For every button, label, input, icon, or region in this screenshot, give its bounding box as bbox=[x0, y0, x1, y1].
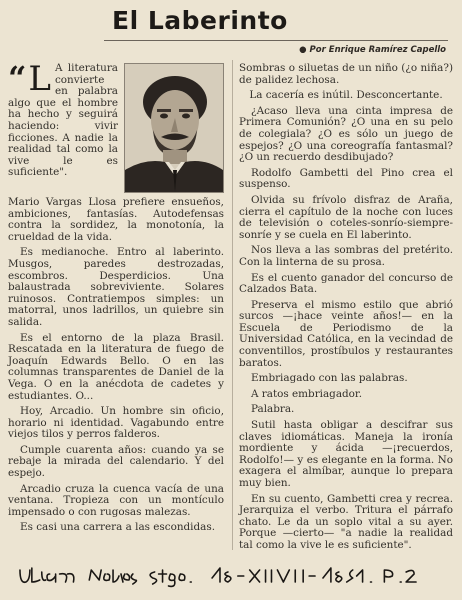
handwritten-source-note bbox=[16, 564, 422, 590]
author-portrait-photo bbox=[124, 63, 224, 193]
intro-block bbox=[8, 59, 224, 197]
paragraph: Es el cuento ganador del concurso de Calzados Bata. bbox=[239, 271, 453, 296]
bullet-icon: ● bbox=[299, 45, 307, 55]
paragraph: La cacería es inútil. Desconcertante. bbox=[249, 89, 443, 102]
paragraph: Rodolfo Gambetti del Pino crea el suspenso. bbox=[239, 166, 453, 191]
opening-quote-mark: “ bbox=[8, 59, 27, 97]
paragraph: Nos lleva a las sombras del pretérito. Con la linterna de su prosa. bbox=[239, 244, 453, 268]
paragraph: Olvida su frívolo disfraz de Araña, cierra el capítulo de la noche con luces de televisión o coteles-sonrío-siempre-sonríe y se cuela en El laberinto. bbox=[239, 193, 453, 241]
drop-cap: L bbox=[28, 59, 51, 99]
paragraph: A ratos embriagador. bbox=[251, 387, 363, 400]
paragraph: Sombras o siluetas de un niño (¿o niña?) de palidez lechosa. bbox=[239, 62, 453, 86]
column-divider bbox=[232, 60, 233, 550]
byline bbox=[299, 45, 446, 55]
paragraph: Hoy, Arcadio. Un hombre sin oficio, horario ni identidad. Vagabundo entre viejos tilos y perros falderos. bbox=[8, 405, 224, 441]
paragraph: Es el entorno de la plaza Brasil. Rescatada en la literatura de fuego de Joaquín Edwards Bello. O en las columnas transparentes de Daniel de la Vega. O en la anécdota de cadetes y estudiantes. O... bbox=[8, 331, 224, 402]
handwriting-scribble bbox=[16, 564, 422, 590]
intro-text: A literatura convierte en palabra algo que el hombre ha hecho y seguirá haciendo: vivir ficciones. A nadie la realidad tal como la vive le es suficiente". bbox=[8, 62, 118, 179]
header-rule bbox=[104, 40, 448, 41]
paragraph: Mario Vargas Llosa prefiere ensueños, ambiciones, fantasías. Autodefensas contra la sordidez, la monotonía, la crueldad de la vida. bbox=[8, 196, 224, 243]
byline-text: Por Enrique Ramírez Capello bbox=[309, 45, 446, 55]
portrait-icon bbox=[125, 64, 223, 192]
paragraph: Es casi una carrera a las escondidas. bbox=[20, 521, 215, 534]
paragraph: Sutil hasta obligar a descifrar sus claves idiomáticas. Maneja la ironía mordiente y ácida —¡recuerdos, Rodolfo!— y es elegante en la forma. No exagera el almíbar, aunque lo prepara muy bien. bbox=[239, 419, 453, 489]
paragraph: Arcadio cruza la cuenca vacía de una ventana. Tropieza con un montículo impensado o con rugosas malezas. bbox=[8, 482, 224, 518]
paragraph: Embriagado con las palabras. bbox=[251, 372, 408, 385]
paragraph: Es medianoche. Entro al laberinto. Musgos, paredes destrozadas, escombros. Desperdicios. Una balaustrada sobreviviente. Solares ruinosos. Contratiempos simples: un matorral, unos ladrillos, un quiebre sin salida. bbox=[8, 246, 224, 328]
article-title: El Laberinto bbox=[112, 6, 288, 35]
paragraph: ¿Acaso lleva una cinta impresa de Primera Comunión? ¿O una en su pelo de colegiala? ¿O es sólo un juego de espejos? ¿O una coreografía fantasmal? ¿O un recuerdo desdibujado? bbox=[239, 104, 453, 164]
right-column bbox=[239, 63, 453, 556]
paragraph: En su cuento, Gambetti crea y recrea. Jerarquiza el verbo. Tritura el párrafo chato. Le da un soplo vital a su ayer. Porque —cierto— "a nadie la realidad tal como la vive le es suficiente". bbox=[239, 492, 453, 551]
paragraph: Palabra. bbox=[251, 403, 295, 416]
paragraph: Cumple cuarenta años: cuando ya se rebaje la mirada del calendario. Y del espejo. bbox=[8, 443, 224, 480]
left-column bbox=[8, 59, 224, 538]
paragraph: Preserva el mismo estilo que abrió surcos —¡hace veinte años!— en la Escuela de Periodismo de la Universidad Católica, en la vecindad de conventillos, prostíbulos y restaurantes baratos. bbox=[239, 298, 453, 369]
